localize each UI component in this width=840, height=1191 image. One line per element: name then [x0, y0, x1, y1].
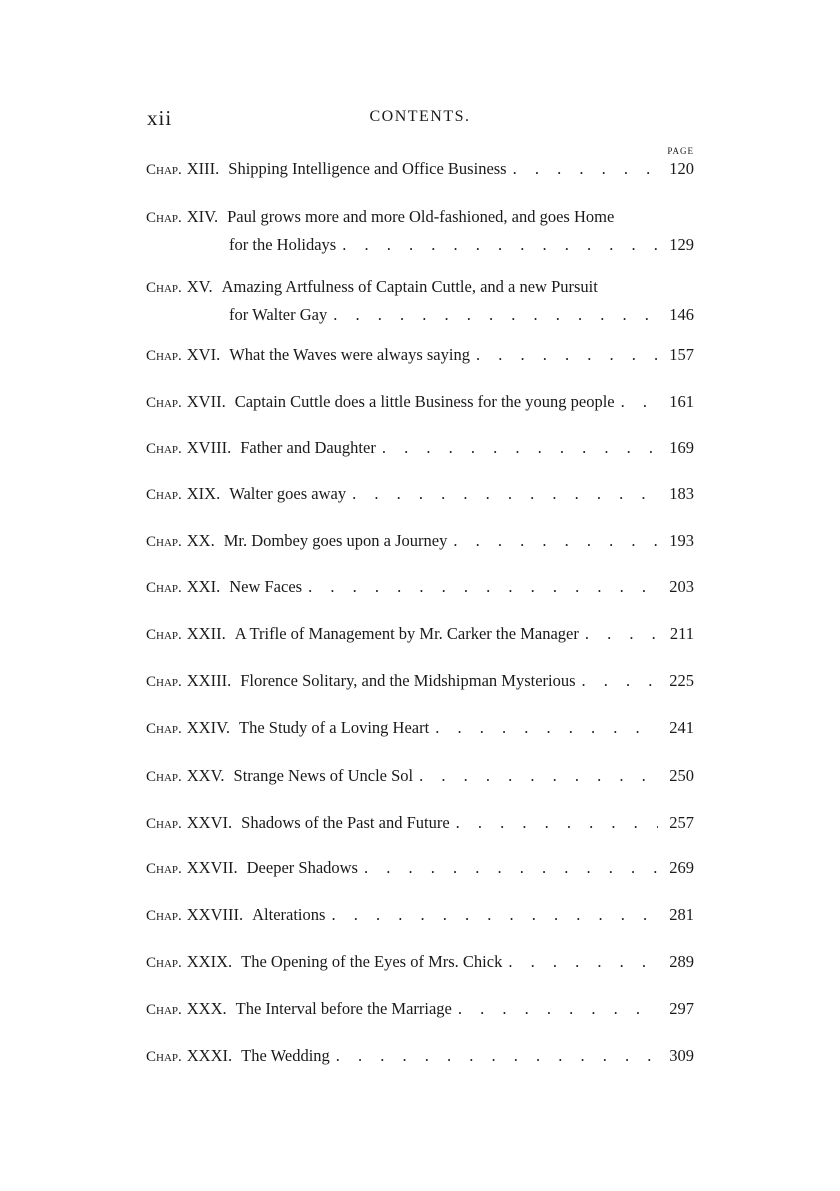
chapter-number: XVIII. [186, 438, 232, 457]
toc-entry-line [146, 276, 694, 299]
toc-entry [146, 530, 694, 553]
dot-leader [336, 1045, 658, 1066]
toc-entry-line [146, 717, 694, 740]
chapter-word: Chap. [146, 861, 182, 877]
chapter-number: XIX. [186, 484, 221, 503]
toc-entry-line [146, 904, 694, 927]
page-folio: xii [147, 106, 173, 130]
toc-entry-line [146, 812, 694, 835]
dot-leader [342, 234, 658, 255]
toc-entry [146, 812, 694, 835]
dot-leader [453, 530, 658, 551]
page-number: 281 [669, 905, 694, 924]
chapter-title: A Trifle of Management by Mr. Carker the Manager [234, 624, 579, 643]
toc-entry-line [146, 158, 694, 181]
chapter-title: Strange News of Uncle Sol [233, 766, 414, 785]
toc-entry [146, 670, 694, 693]
toc-entry [146, 765, 694, 788]
dot-leader [621, 391, 658, 412]
toc-entry-continuation [146, 234, 694, 255]
toc-entry-line [146, 391, 694, 414]
page-number: 289 [669, 952, 694, 971]
chapter-number: XXIII. [186, 671, 232, 690]
page-number: 129 [669, 235, 694, 254]
dot-leader [476, 344, 658, 365]
chapter-word: Chap. [146, 674, 182, 690]
dot-leader [508, 951, 658, 972]
chapter-title: Shadows of the Past and Future [241, 813, 450, 832]
page-number: 157 [669, 345, 694, 364]
chapter-word: Chap. [146, 769, 182, 785]
chapter-number: XXI. [186, 577, 221, 596]
chapter-title: Florence Solitary, and the Midshipman Mysterious [240, 671, 576, 690]
toc-entry-line [146, 857, 694, 880]
chapter-number: XIII. [186, 159, 220, 178]
toc-entry-line [146, 576, 694, 599]
dot-leader [419, 765, 658, 786]
chapter-title: The Interval before the Marriage [235, 999, 452, 1018]
toc-entry-line [146, 437, 694, 460]
toc-entry-line [146, 530, 694, 553]
dot-leader [456, 812, 658, 833]
page-number: 161 [669, 392, 694, 411]
chapter-word: Chap. [146, 580, 182, 596]
chapter-word: Chap. [146, 348, 182, 364]
chapter-title: Amazing Artfulness of Captain Cuttle, and a new Pursuit [221, 277, 598, 296]
page-number: 225 [669, 671, 694, 690]
page-number: 120 [669, 159, 694, 178]
chapter-title: for Walter Gay [229, 305, 328, 324]
chapter-title: Mr. Dombey goes upon a Journey [223, 531, 448, 550]
toc-entry-line [146, 998, 694, 1021]
toc-entry-line [146, 951, 694, 974]
chapter-word: Chap. [146, 210, 182, 226]
toc-entry [146, 998, 694, 1021]
chapter-number: XVI. [186, 345, 221, 364]
chapter-word: Chap. [146, 441, 182, 457]
chapter-word: Chap. [146, 721, 182, 737]
chapter-word: Chap. [146, 1049, 182, 1065]
chapter-title: Walter goes away [229, 484, 347, 503]
chapter-number: XXIX. [186, 952, 233, 971]
toc-entry-line [146, 623, 694, 646]
toc-entry-line [146, 670, 694, 693]
chapter-number: XXII. [186, 624, 226, 643]
dot-leader [513, 158, 658, 179]
toc-entry [146, 276, 694, 325]
dot-leader [382, 437, 658, 458]
chapter-word: Chap. [146, 280, 182, 296]
running-head: CONTENTS. [369, 108, 471, 125]
page-number: 297 [669, 999, 694, 1018]
chapter-title: Captain Cuttle does a little Business for the young people [234, 392, 615, 411]
chapter-number: XIV. [186, 207, 219, 226]
chapter-title: What the Waves were always saying [229, 345, 470, 364]
toc-entry [146, 206, 694, 255]
toc-entry [146, 344, 694, 367]
dot-leader [458, 998, 658, 1019]
page-column-label: PAGE [667, 146, 694, 156]
chapter-number: XXVIII. [186, 905, 244, 924]
chapter-number: XV. [186, 277, 213, 296]
toc-entry-line [146, 206, 694, 229]
chapter-title: The Wedding [241, 1046, 330, 1065]
toc-entry [146, 904, 694, 927]
chapter-word: Chap. [146, 1002, 182, 1018]
page-number: 250 [669, 766, 694, 785]
chapter-number: XXIV. [186, 718, 231, 737]
chapter-number: XXVI. [186, 813, 233, 832]
page-number: 193 [669, 531, 694, 550]
chapter-title: Paul grows more and more Old-fashioned, and goes Home [227, 207, 615, 226]
page-number: 309 [669, 1046, 694, 1065]
page-number: 183 [669, 484, 694, 503]
chapter-word: Chap. [146, 955, 182, 971]
page-number: 211 [669, 624, 694, 643]
chapter-title: Deeper Shadows [246, 858, 358, 877]
chapter-title: Alterations [252, 905, 326, 924]
toc-entry [146, 717, 694, 740]
chapter-number: XXX. [186, 999, 227, 1018]
toc-entry [146, 391, 694, 414]
toc-entry-line [146, 765, 694, 788]
dot-leader [585, 623, 658, 644]
chapter-word: Chap. [146, 395, 182, 411]
chapter-word: Chap. [146, 627, 182, 643]
toc-entry-continuation [146, 304, 694, 325]
toc-entry-line [146, 344, 694, 367]
page-number: 241 [669, 718, 694, 737]
toc-entry [146, 576, 694, 599]
toc-entry [146, 857, 694, 880]
toc-entry [146, 437, 694, 460]
chapter-word: Chap. [146, 908, 182, 924]
chapter-title: The Opening of the Eyes of Mrs. Chick [241, 952, 503, 971]
page-number: 169 [669, 438, 694, 457]
toc-entry [146, 158, 694, 181]
dot-leader [364, 857, 658, 878]
dot-leader [333, 304, 658, 325]
page-number: 269 [669, 858, 694, 877]
chapter-word: Chap. [146, 534, 182, 550]
chapter-number: XXVII. [186, 858, 238, 877]
chapter-title: New Faces [229, 577, 303, 596]
toc-entry [146, 483, 694, 506]
chapter-number: XXV. [186, 766, 225, 785]
chapter-title: Father and Daughter [240, 438, 376, 457]
toc-entry-line [146, 483, 694, 506]
chapter-number: XXXI. [186, 1046, 233, 1065]
chapter-title: for the Holidays [229, 235, 337, 254]
page-number: 146 [669, 305, 694, 324]
dot-leader [331, 904, 658, 925]
dot-leader [582, 670, 658, 691]
page-number: 203 [669, 577, 694, 596]
dot-leader [308, 576, 658, 597]
chapter-word: Chap. [146, 487, 182, 503]
page-number: 257 [669, 813, 694, 832]
chapter-number: XX. [186, 531, 215, 550]
toc-entry-line [146, 1045, 694, 1068]
toc-entry [146, 623, 694, 646]
dot-leader [352, 483, 658, 504]
toc-entry [146, 1045, 694, 1068]
toc-entry [146, 951, 694, 974]
chapter-word: Chap. [146, 816, 182, 832]
chapter-title: The Study of a Loving Heart [239, 718, 430, 737]
chapter-word: Chap. [146, 162, 182, 178]
chapter-number: XVII. [186, 392, 226, 411]
chapter-title: Shipping Intelligence and Office Business [228, 159, 507, 178]
dot-leader [435, 717, 658, 738]
